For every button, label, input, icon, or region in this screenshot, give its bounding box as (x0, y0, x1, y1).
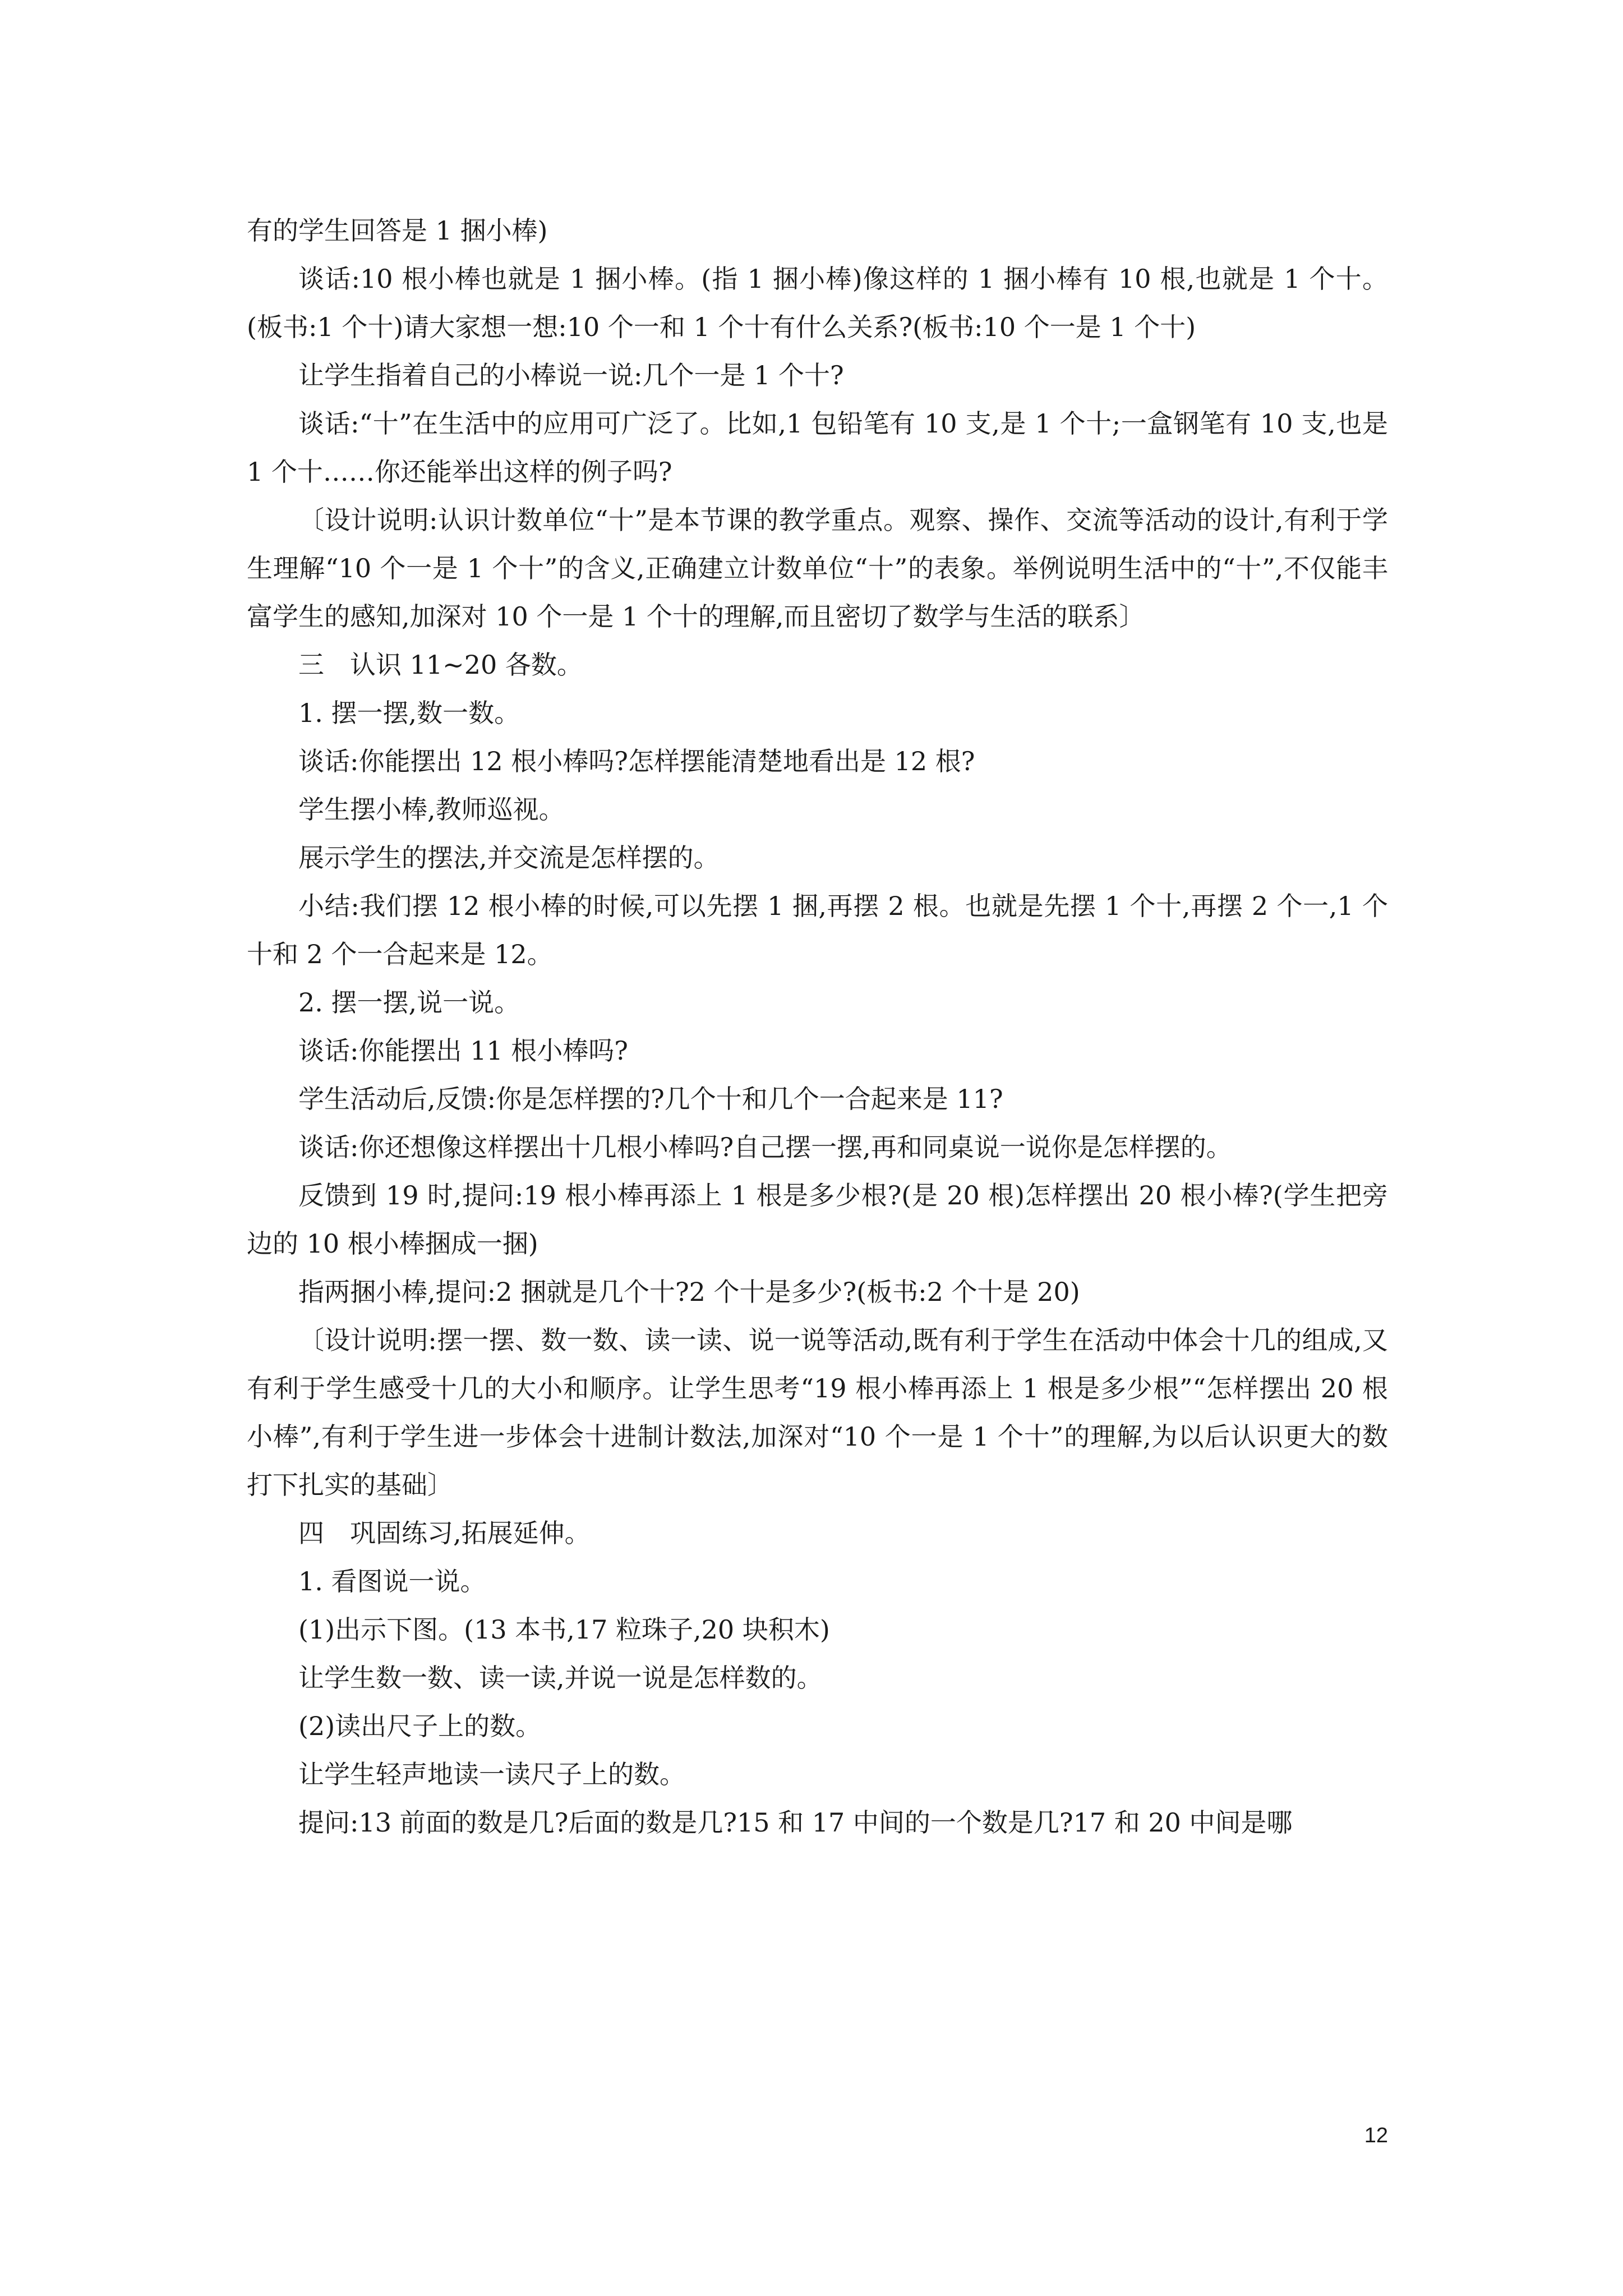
paragraph: 〔设计说明:摆一摆、数一数、读一读、说一说等活动,既有利于学生在活动中体会十几的组成,又有利于学生感受十几的大小和顺序。让学生思考“19 根小棒再添上 1 根是多少根”“怎样摆出 20 根小棒”,有利于学生进一步体会十进制计数法,加深对“10 个一是 1 个十”的理解,为以后认识更大的数打下扎实的基础〕 (247, 1325, 1388, 1500)
paragraph: 四 巩固练习,拓展延伸。 (298, 1518, 591, 1548)
paragraph: 让学生指着自己的小棒说一说:几个一是 1 个十? (298, 360, 844, 390)
document-body (247, 206, 1396, 1847)
paragraph: 让学生数一数、读一读,并说一说是怎样数的。 (298, 1663, 823, 1693)
paragraph: 反馈到 19 时,提问:19 根小棒再添上 1 根是多少根?(是 20 根)怎样摆出 20 根小棒?(学生把旁边的 10 根小棒捆成一捆) (247, 1180, 1388, 1259)
page-number: 12 (1364, 2124, 1388, 2147)
paragraph: 学生活动后,反馈:你是怎样摆的?几个十和几个一合起来是 11? (298, 1084, 1003, 1114)
paragraph: 谈话:“十”在生活中的应用可广泛了。比如,1 包铅笔有 10 支,是 1 个十;一盒钢笔有 10 支,也是 1 个十……你还能举出这样的例子吗? (247, 408, 1396, 487)
paragraph: 有的学生回答是 1 捆小棒) (247, 215, 548, 246)
paragraph: 提问:13 前面的数是几?后面的数是几?15 和 17 中间的一个数是几?17 和 20 中间是哪 (298, 1807, 1293, 1838)
paragraph: 指两捆小棒,提问:2 捆就是几个十?2 个十是多少?(板书:2 个十是 20) (298, 1277, 1080, 1307)
paragraph: (2)读出尺子上的数。 (298, 1711, 542, 1741)
paragraph: 1. 摆一摆,数一数。 (298, 698, 520, 728)
paragraph: 学生摆小棒,教师巡视。 (298, 794, 565, 825)
paragraph: 〔设计说明:认识计数单位“十”是本节课的教学重点。观察、操作、交流等活动的设计,有利于学生理解“10 个一是 1 个十”的含义,正确建立计数单位“十”的表象。举例说明生活中的“十”,不仅能丰富学生的感知,加深对 10 个一是 1 个十的理解,而且密切了数学与生活的联系〕 (247, 505, 1388, 632)
paragraph: 谈话:你能摆出 12 根小棒吗?怎样摆能清楚地看出是 12 根? (298, 746, 975, 776)
paragraph: 谈话:10 根小棒也就是 1 捆小棒。(指 1 捆小棒)像这样的 1 捆小棒有 10 根,也就是 1 个十。(板书:1 个十)请大家想一想:10 个一和 1 个十有什么关系?(板书:10 个一是 1 个十) (247, 264, 1388, 342)
paragraph: 谈话:你能摆出 11 根小棒吗? (298, 1036, 628, 1066)
paragraph: 谈话:你还想像这样摆出十几根小棒吗?自己摆一摆,再和同桌说一说你是怎样摆的。 (298, 1132, 1232, 1162)
paragraph: (1)出示下图。(13 本书,17 粒珠子,20 块积木) (298, 1614, 830, 1645)
paragraph: 让学生轻声地读一读尺子上的数。 (298, 1759, 685, 1789)
paragraph: 三 认识 11~20 各数。 (298, 650, 583, 680)
paragraph: 1. 看图说一说。 (298, 1566, 486, 1596)
paragraph: 小结:我们摆 12 根小棒的时候,可以先摆 1 捆,再摆 2 根。也就是先摆 1 个十,再摆 2 个一,1 个十和 2 个一合起来是 12。 (247, 891, 1388, 969)
paragraph: 展示学生的摆法,并交流是怎样摆的。 (298, 843, 720, 873)
paragraph: 2. 摆一摆,说一说。 (298, 987, 520, 1018)
